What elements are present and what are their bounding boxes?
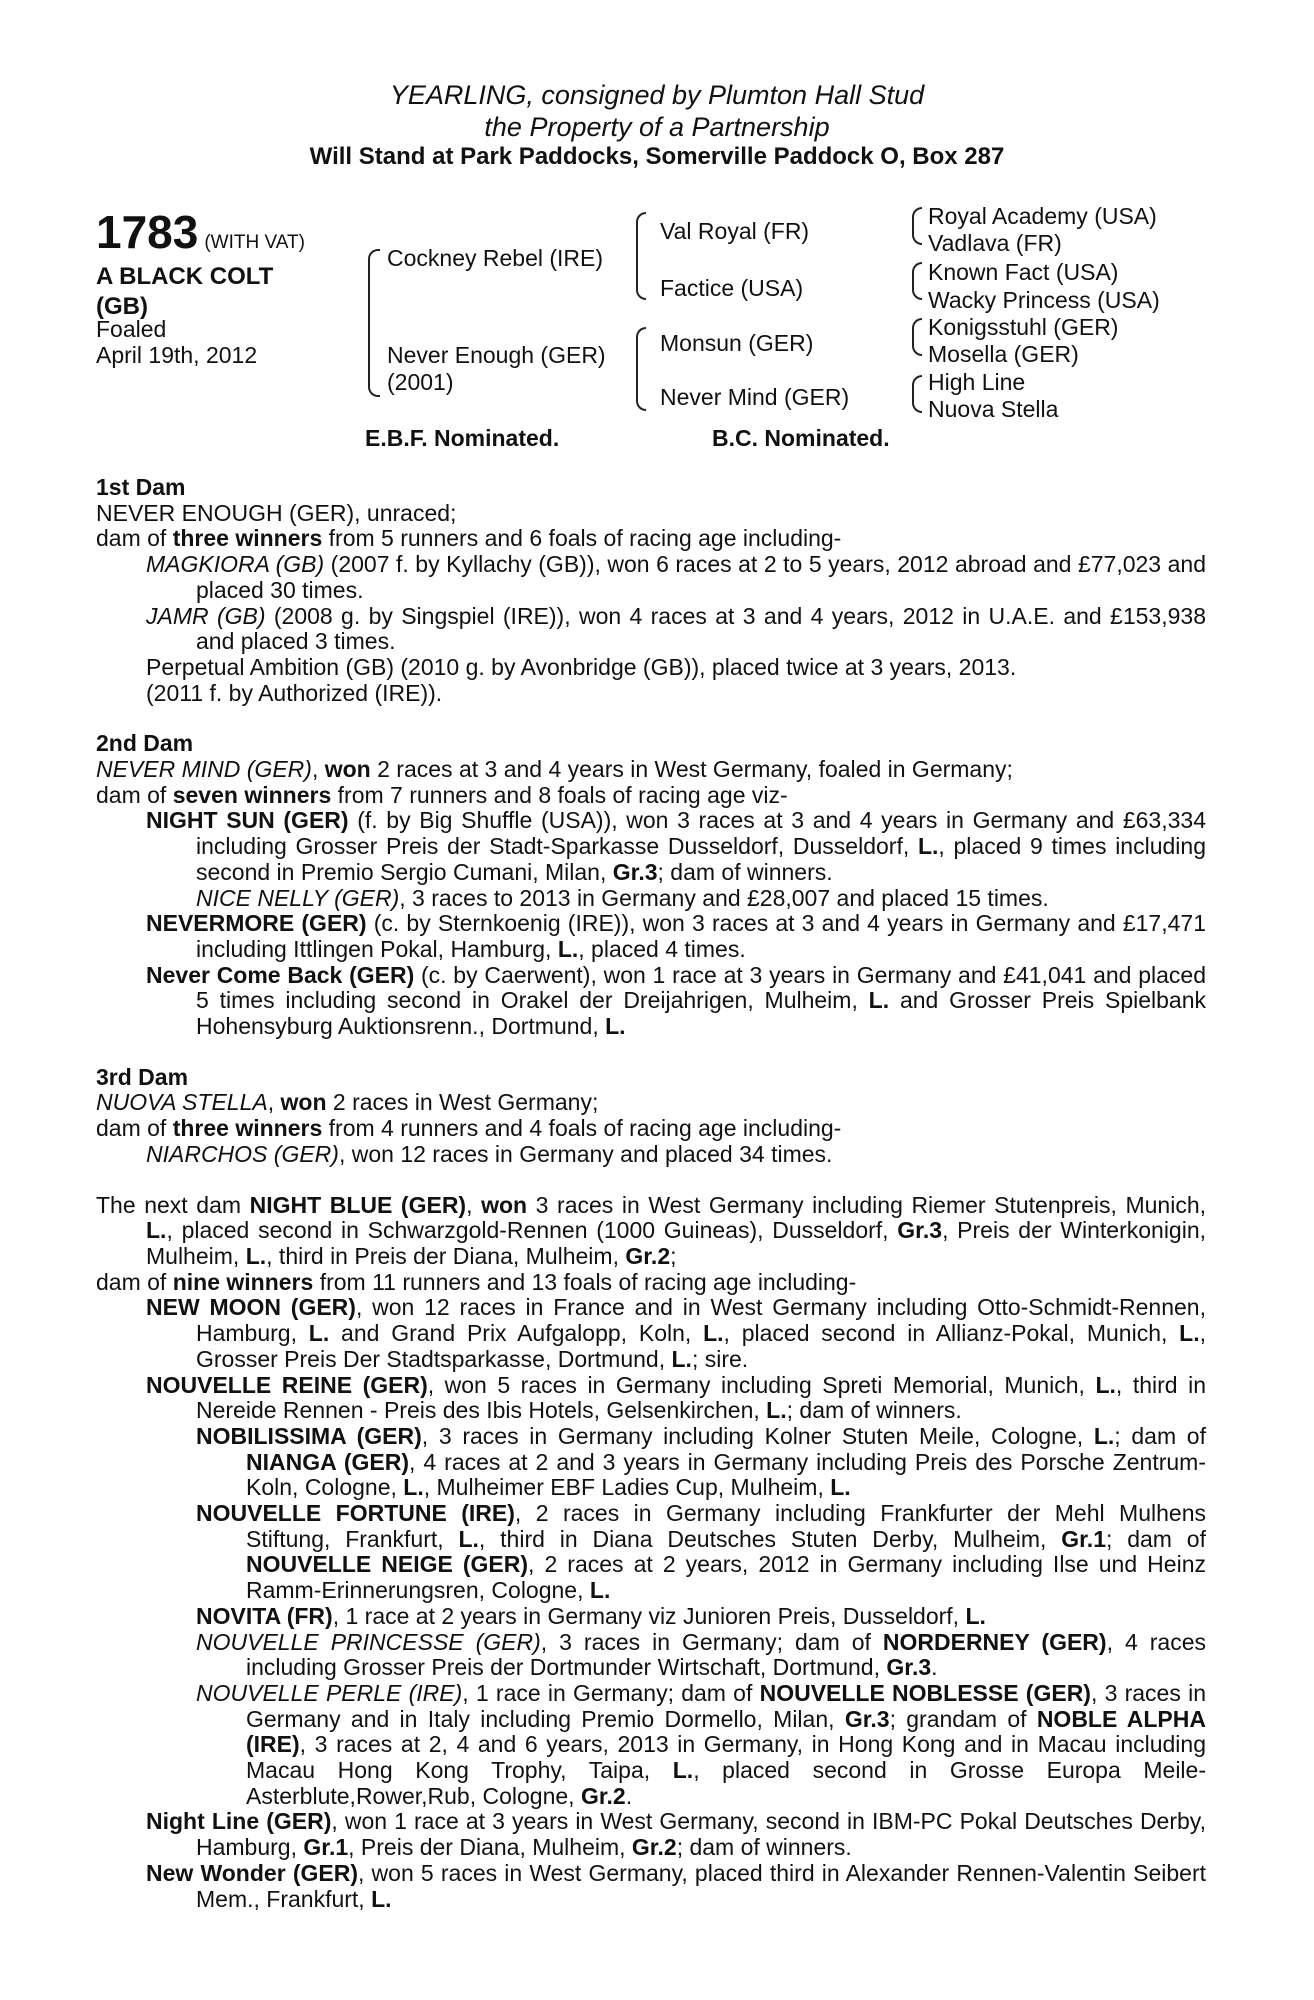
- foaled-label: Foaled: [96, 316, 167, 342]
- vat-label: (WITH VAT): [204, 232, 305, 253]
- next-dam-new-wonder: New Wonder (GER), won 5 races in West Germany, placed third in Alexander Rennen-Valentin Seibert Mem., Frankfurt, L.: [146, 1859, 1207, 1912]
- third-dam-progeny-1: NIARCHOS (GER), won 12 races in Germany and placed 34 times.: [146, 1140, 833, 1167]
- brace-g2: [912, 262, 922, 300]
- second-dam-progeny-1-sub: NICE NELLY (GER), 3 races to 2013 in Germany and £28,007 and placed 15 times.: [196, 884, 1049, 911]
- next-dam-nouvelle-reine: NOUVELLE REINE (GER), won 5 races in Germany including Spreti Memorial, Munich, L., third in Nereide Rennen - Preis des Ibis Hotels, Gelsenkirchen, L.; dam of winners.: [146, 1371, 1206, 1424]
- next-dam-new-moon: NEW MOON (GER), won 12 races in France and in West Germany including Otto-Schmidt-Rennen, Hamburg, L. and Grand Prix Aufgalopp, Koln, L., placed second in Allianz-Pokal, Munich, L., Grosser Preis Der Stadtsparkasse, Dortmund, L.; sire.: [146, 1294, 1207, 1372]
- first-dam-name: NEVER ENOUGH (GER), unraced;: [96, 499, 457, 526]
- family-text: [96, 475, 1206, 1912]
- first-dam-summary: dam of three winners from 5 runners and 6 foals of racing age including-: [96, 525, 842, 552]
- next-dam-night-line: Night Line (GER), won 1 race at 3 years in West Germany, second in IBM-PC Pokal Deutsches Derby, Hamburg, Gr.1, Preis der Diana, Mulheim, Gr.2; dam of winners.: [146, 1808, 1206, 1861]
- lot-description: [96, 262, 273, 322]
- colt-line-2: (GB): [96, 293, 148, 320]
- header-line-2: the Property of a Partnership: [484, 112, 830, 142]
- brace-g3: [912, 318, 922, 356]
- bc-nominated: B.C. Nominated.: [712, 425, 890, 451]
- sire-dam: Factice (USA): [660, 275, 804, 301]
- sire-name: Cockney Rebel (IRE): [387, 245, 604, 271]
- second-dam-summary: dam of seven winners from 7 runners and 8 foals of racing age viz-: [96, 781, 788, 808]
- first-dam-progeny-4: (2011 f. by Authorized (IRE)).: [146, 679, 443, 706]
- next-dam-paragraph: The next dam NIGHT BLUE (GER), won 3 races in West Germany including Riemer Stutenpreis, Munich, L., placed second in Schwarzgold-Rennen (1000 Guineas), Dusseldorf, Gr.3, Preis der Winterkonigin, Mulheim, L., third in Preis der Diana, Mulheim, Gr.2;: [96, 1191, 1207, 1269]
- header-line-1: YEARLING, consigned by Plumton Hall Stud: [389, 80, 925, 110]
- next-dam-novita: NOVITA (FR), 1 race at 2 years in Germany viz Junioren Preis, Dusseldorf, L.: [196, 1602, 986, 1629]
- dam-sire: Monsun (GER): [660, 330, 814, 356]
- brace-g4: [912, 375, 922, 413]
- first-dam-heading: 1st Dam: [96, 474, 186, 500]
- dam-name: Never Enough (GER): [387, 342, 606, 368]
- brace-g1: [912, 207, 922, 245]
- next-dam-nouvelle-perle: NOUVELLE PERLE (IRE), 1 race in Germany; dam of NOUVELLE NOBLESSE (GER), 3 races in Germany and in Italy including Premio Dormello, Milan, Gr.3; grandam of NOBLE ALPHA (IRE), 3 races at 2, 4 and 6 years, 2013 in Germany, in Hong Kong and in Macau including Macau Hong Kong Trophy, Taipa, L., placed second in Grosse Europa Meile-Asterblute,Rower,Rub, Cologne, Gr.2.: [196, 1679, 1206, 1809]
- second-dam-progeny-3: Never Come Back (GER) (c. by Caerwent), won 1 race at 3 years in Germany and £41,041 and placed 5 times including second in Orakel der Dreijahrigen, Mulheim, L. and Grosser Preis Spielbank Hohensyburg Auktionsrenn., Dortmund, L.: [146, 961, 1206, 1040]
- ebf-nominated: E.B.F. Nominated.: [365, 425, 560, 451]
- second-dam-progeny-1: NIGHT SUN (GER) (f. by Big Shuffle (USA)), won 3 races at 3 and 4 years in Germany and £63,334 including Grosser Preis der Stadt-Sparkasse Dusseldorf, Dusseldorf, L., placed 9 times including second in Premio Sergio Cumani, Milan, Gr.3; dam of winners.: [146, 807, 1206, 885]
- pedigree-brace-dam: [636, 327, 646, 411]
- foaled-info: [96, 316, 257, 368]
- second-dam-progeny-2: NEVERMORE (GER) (c. by Sternkoenig (IRE)), won 3 races at 3 and 4 years in Germany and £17,471 including Ittlingen Pokal, Hamburg, L., placed 4 times.: [146, 910, 1206, 962]
- sire-sire: Val Royal (FR): [660, 218, 810, 244]
- g8-name: Nuova Stella: [928, 396, 1059, 422]
- dam-dam: Never Mind (GER): [660, 384, 850, 410]
- g5-name: Konigsstuhl (GER): [928, 314, 1119, 340]
- foaled-date: April 19th, 2012: [96, 342, 258, 368]
- third-dam-summary: dam of three winners from 4 runners and 4 foals of racing age including-: [96, 1115, 842, 1142]
- dam-year: (2001): [387, 369, 454, 395]
- second-dam-heading: 2nd Dam: [96, 730, 194, 757]
- next-dam-nouvelle-fortune: NOUVELLE FORTUNE (IRE), 2 races in Germany including Frankfurter der Mehl Mulhens Stiftung, Frankfurt, L., third in Diana Deutsches Stuten Derby, Mulheim, Gr.1; dam of NOUVELLE NEIGE (GER), 2 races at 2 years, 2012 in Germany including Ilse und Heinz Ramm-Erinnerungsren, Cologne, L.: [196, 1500, 1206, 1604]
- pedigree-brace-sire: [636, 212, 646, 300]
- next-dam-summary: dam of nine winners from 11 runners and 13 foals of racing age including-: [96, 1268, 857, 1295]
- next-dam-nouvelle-princesse: NOUVELLE PRINCESSE (GER), 3 races in Germany; dam of NORDERNEY (GER), 4 races including Grosser Preis der Dortmunder Wirtschaft, Dortmund, Gr.3.: [196, 1628, 1206, 1681]
- first-dam-progeny-1: MAGKIORA (GB) (2007 f. by Kyllachy (GB)), won 6 races at 2 to 5 years, 2012 abroad and £77,023 and placed 30 times.: [146, 551, 1206, 603]
- first-dam-progeny-2: JAMR (GB) (2008 g. by Singspiel (IRE)), won 4 races at 3 and 4 years, 2012 in U.A.E. and £153,938 and placed 3 times.: [146, 602, 1206, 655]
- third-dam-name: NUOVA STELLA, won 2 races in West Germany;: [96, 1089, 599, 1116]
- first-dam-progeny-3: Perpetual Ambition (GB) (2010 g. by Avonbridge (GB)), placed twice at 3 years, 2013.: [146, 653, 1017, 680]
- g7-name: High Line: [928, 369, 1026, 395]
- colt-line-1: A BLACK COLT: [96, 263, 274, 290]
- next-dam-nobilissima: NOBILISSIMA (GER), 3 races in Germany including Kolner Stuten Meile, Cologne, L.; dam of NIANGA (GER), 4 races at 2 and 3 years in Germany including Preis des Porsche Zentrum-Koln, Cologne, L., Mulheimer EBF Ladies Cup, Mulheim, L.: [196, 1422, 1206, 1501]
- g2-name: Vadlava (FR): [928, 230, 1062, 256]
- g6-name: Mosella (GER): [928, 341, 1079, 367]
- lot-number: 1783 (WITH VAT): [96, 206, 305, 258]
- pedigree-brace-main: [368, 249, 380, 397]
- third-dam-heading: 3rd Dam: [96, 1063, 189, 1090]
- g3-name: Known Fact (USA): [928, 259, 1119, 285]
- g4-name: Wacky Princess (USA): [928, 287, 1160, 313]
- header-line-3: Will Stand at Park Paddocks, Somerville Paddock O, Box 287: [309, 143, 1005, 170]
- g1-name: Royal Academy (USA): [928, 203, 1157, 229]
- second-dam-name: NEVER MIND (GER), won 2 races at 3 and 4 years in West Germany, foaled in Germany;: [96, 756, 1013, 783]
